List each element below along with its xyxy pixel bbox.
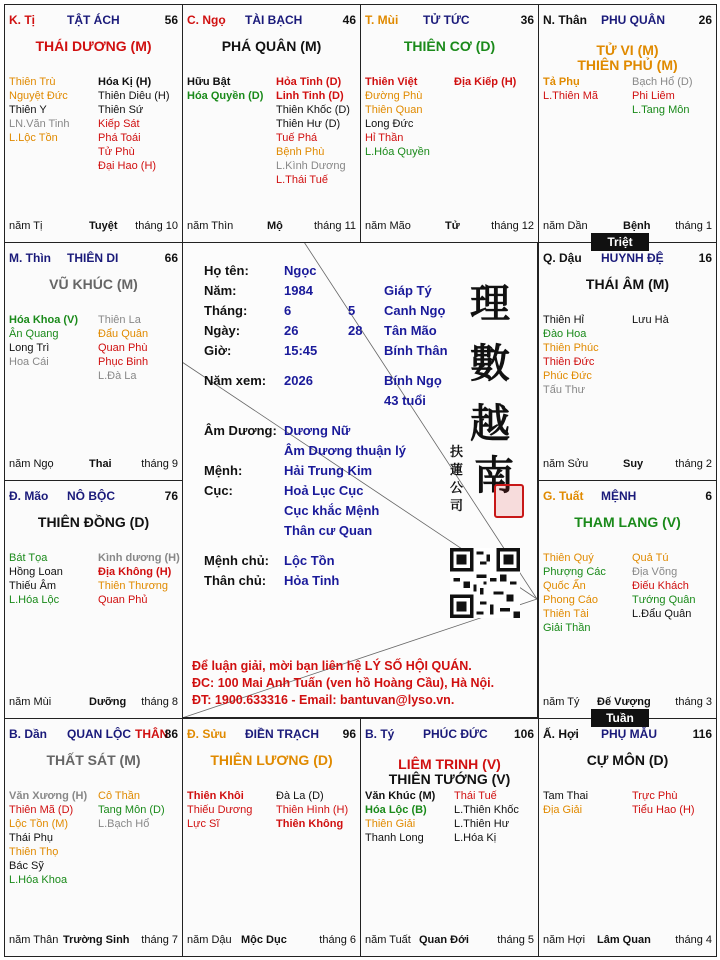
minor-star: Thiên Khốc (D): [276, 104, 350, 116]
minor-star: Thiên Khôi: [187, 790, 244, 802]
calligraphy-2: 數: [470, 340, 510, 387]
right-minor-stars: [632, 789, 695, 817]
minor-star: Thiên Hỉ: [543, 314, 584, 326]
minor-star: Long Trì: [9, 342, 50, 354]
minor-star: Hóa Lộc (B): [365, 804, 427, 816]
palace-number: 76: [164, 489, 178, 503]
minor-star: L.Hóa Kị: [454, 832, 497, 844]
day-row: Ngày: 26 28 Tân Mão: [204, 323, 437, 338]
main-star: VŨ KHÚC (M): [49, 276, 138, 292]
amduong-note: Âm Dương thuận lý: [284, 443, 406, 458]
minor-star: LN.Văn Tinh: [9, 118, 70, 130]
palace-header: [365, 727, 534, 743]
hour-row: Giờ: 15:45 Bính Thân: [204, 343, 448, 358]
palace-number: 56: [164, 13, 178, 27]
right-minor-stars: [276, 75, 350, 187]
main-stars: [5, 277, 182, 292]
menh-row: Mệnh: Hải Trung Kim: [204, 463, 373, 478]
palace-stage: Suy: [623, 458, 644, 470]
name-row: Họ tên: Ngọc: [204, 263, 317, 278]
palace-branch: T. Mùi: [365, 13, 399, 27]
minor-star: Đẩu Quân: [98, 328, 149, 340]
palace-header: [543, 727, 712, 743]
minor-star: Thiên Hư (D): [276, 118, 341, 130]
palace-number: 116: [692, 727, 712, 741]
palace-number: 26: [698, 13, 712, 27]
main-stars: [5, 515, 182, 530]
palace-header: [187, 13, 356, 29]
month-row: Tháng: 6 5 Canh Ngọ: [204, 303, 446, 318]
palace-name: PHÚC ĐỨC: [423, 727, 488, 741]
palace-tuat: [538, 480, 717, 719]
palace-name: HUYNH ĐỆ: [601, 251, 664, 265]
minor-star: Văn Xương (H): [9, 790, 88, 802]
minor-star: Đại Hao (H): [98, 160, 157, 172]
right-minor-stars: [98, 551, 180, 607]
minor-star: Thiên Y: [9, 104, 47, 116]
triet-marker: Triệt: [591, 233, 649, 251]
minor-star: L.Lộc Tồn: [9, 132, 58, 144]
minor-star: Thiên Phúc: [543, 342, 599, 354]
minor-star: Tấu Thư: [543, 384, 586, 396]
palace-year: năm Sửu: [543, 458, 589, 470]
palace-month: tháng 6: [319, 934, 356, 946]
right-minor-stars: [454, 789, 519, 845]
palace-number: 6: [705, 489, 712, 503]
main-star: TỬ VI (M): [596, 42, 659, 58]
palace-branch: Đ. Sửu: [187, 727, 227, 741]
palace-dau: [538, 242, 717, 481]
palace-number: 66: [164, 251, 178, 265]
minor-star: L.Thiên Hư: [454, 818, 510, 830]
palace-name: NÔ BỘC: [67, 489, 115, 503]
left-minor-stars: [543, 789, 588, 817]
palace-stage: Lâm Quan: [597, 934, 651, 946]
palace-ty: [360, 718, 539, 957]
palace-footer: [543, 458, 712, 472]
right-minor-stars: [454, 75, 516, 89]
minor-star: Đường Phù: [365, 90, 423, 102]
minor-star: L.Đẩu Quân: [632, 608, 692, 620]
palace-year: năm Mùi: [9, 696, 52, 708]
contact-line-3: ĐT: 1900.633316 - Email: bantuvan@lyso.vn.: [192, 693, 455, 707]
minor-star: Thiên Mã (D): [9, 804, 74, 816]
right-minor-stars: [98, 75, 170, 173]
minor-star: Thái Phụ: [9, 832, 54, 844]
left-minor-stars: [9, 551, 63, 607]
minor-star: Phong Cáo: [543, 594, 599, 606]
left-minor-stars: [9, 313, 78, 369]
palace-header: [543, 489, 712, 505]
palace-mui: [360, 4, 539, 243]
left-minor-stars: [543, 75, 598, 103]
main-star: THIÊN TƯỚNG (V): [388, 771, 511, 787]
minor-star: Quả Tú: [632, 552, 669, 564]
palace-dan: [4, 718, 183, 957]
minor-star: Hỏa Tinh (D): [276, 76, 342, 88]
minor-star: Thiên Sứ: [98, 104, 144, 116]
minor-star: Thiên Quý: [543, 552, 594, 564]
minor-star: L.Thái Tuế: [276, 174, 328, 186]
main-star: CỰ MÔN (D): [586, 752, 669, 768]
left-minor-stars: [365, 789, 435, 845]
palace-month: tháng 8: [141, 696, 178, 708]
cuc-note-1: Cục khắc Mệnh: [284, 503, 380, 518]
palace-header: [9, 489, 178, 505]
minor-star: Bác Sỹ: [9, 860, 44, 872]
minor-star: L.Đà La: [98, 370, 137, 382]
minor-star: Phúc Đức: [543, 370, 592, 382]
palace-stage: Dưỡng: [89, 696, 127, 708]
palace-header: [9, 251, 178, 267]
minor-star: L.Hóa Quyền: [365, 146, 430, 158]
palace-name: THIÊN DI: [67, 251, 119, 265]
main-star: THẤT SÁT (M): [46, 752, 141, 768]
minor-star: Tả Phụ: [543, 76, 580, 88]
minor-star: Cô Thần: [98, 790, 140, 802]
calligraphy-4: 南: [474, 452, 514, 499]
minor-star: Thiên Hình (H): [276, 804, 349, 816]
palace-footer: [543, 934, 712, 948]
age: 43 tuổi: [384, 393, 426, 408]
palace-number: 86: [164, 727, 178, 741]
palace-number: 46: [342, 13, 356, 27]
minor-star: L.Thiên Mã: [543, 90, 599, 102]
minor-star: Tam Thai: [543, 790, 589, 802]
palace-hoi: [538, 718, 717, 957]
palace-header: [187, 727, 356, 743]
palace-name: MỆNH: [601, 489, 637, 503]
palace-footer: [9, 696, 178, 710]
minor-star: Hồng Loan: [9, 566, 63, 578]
minor-star: Long Đức: [365, 118, 414, 130]
minor-star: Kiếp Sát: [98, 118, 140, 130]
minor-star: Hóa Khoa (V): [9, 314, 79, 326]
minor-star: Địa Kiếp (H): [454, 76, 517, 88]
main-stars: [539, 43, 716, 73]
main-stars: [361, 39, 538, 54]
minor-star: Linh Tinh (D): [276, 90, 344, 102]
qr-code: [450, 548, 520, 618]
amduong-row: Âm Dương: Dương Nữ: [204, 423, 351, 438]
palace-year: năm Thân: [9, 934, 59, 946]
palace-month: tháng 2: [675, 458, 712, 470]
palace-header: [9, 727, 178, 743]
than-marker: THÂN: [135, 727, 169, 741]
left-minor-stars: [9, 789, 87, 887]
palace-stage: Quan Đới: [419, 934, 469, 946]
minor-star: Lộc Tồn (M): [9, 818, 69, 830]
left-minor-stars: [187, 75, 263, 103]
palace-footer: [187, 934, 356, 948]
left-minor-stars: [543, 313, 599, 397]
palace-year: năm Tuất: [365, 934, 411, 946]
palace-branch: Q. Dậu: [543, 251, 582, 265]
minor-star: Quan Phù: [98, 342, 148, 354]
minor-star: Thanh Long: [365, 832, 424, 844]
palace-branch: B. Tý: [365, 727, 395, 741]
minor-star: L.Tang Môn: [632, 104, 690, 116]
menh-chu-row: Mệnh chủ: Lộc Tồn: [204, 553, 335, 568]
minor-star: Tiểu Hao (H): [632, 804, 695, 816]
palace-branch: Ấ. Hợi: [543, 727, 579, 741]
minor-star: Thiên Thương: [98, 580, 169, 592]
palace-name: QUAN LỘC: [67, 727, 131, 741]
red-seal-stamp: [494, 484, 524, 518]
palace-month: tháng 1: [675, 220, 712, 232]
palace-name: TỬ TỨC: [423, 13, 470, 27]
main-stars: [361, 757, 538, 787]
cuc-note-2: Thân cư Quan: [284, 523, 373, 538]
minor-star: Hữu Bật: [187, 76, 231, 88]
minor-star: Phá Toái: [98, 132, 141, 144]
minor-star: Phục Binh: [98, 356, 149, 368]
contact-line-1: Để luận giải, mời bạn liên hệ LÝ SỐ HỘI QUÁN.: [192, 659, 472, 673]
minor-star: Thiên Tài: [543, 608, 589, 620]
palace-footer: [9, 458, 178, 472]
main-stars: [5, 39, 182, 54]
palace-number: 96: [342, 727, 356, 741]
minor-star: Quan Phủ: [98, 594, 148, 606]
palace-month: tháng 7: [141, 934, 178, 946]
palace-month: tháng 3: [675, 696, 712, 708]
minor-star: Lực Sĩ: [187, 818, 220, 830]
minor-star: Kình dương (H): [98, 552, 180, 564]
main-star: THÁI DƯƠNG (M): [35, 38, 152, 54]
contact-line-2: ĐC: 100 Mai Anh Tuấn (ven hồ Hoàng Cầu), Hà Nội.: [192, 676, 495, 690]
minor-star: Nguyệt Đức: [9, 90, 68, 102]
palace-branch: M. Thìn: [9, 251, 51, 265]
minor-star: Bạch Hổ (D): [632, 76, 693, 88]
minor-star: Hóa Kị (H): [98, 76, 152, 88]
view-year-row: Năm xem: 2026 Bính Ngọ: [204, 373, 442, 388]
minor-star: Địa Võng: [632, 566, 678, 578]
palace-header: [9, 13, 178, 29]
minor-star: Ân Quang: [9, 328, 59, 340]
palace-branch: B. Dần: [9, 727, 48, 741]
tuan-marker: Tuần: [591, 709, 649, 727]
palace-year: năm Dậu: [187, 934, 232, 946]
palace-thin: [4, 242, 183, 481]
main-star: LIÊM TRINH (V): [398, 756, 501, 772]
palace-suu: [182, 718, 361, 957]
calligraphy-3: 越: [470, 400, 510, 447]
palace-footer: [9, 220, 178, 234]
palace-stage: Thai: [89, 458, 112, 470]
palace-ngo: [182, 4, 361, 243]
palace-name: PHỤ MẪU: [601, 727, 657, 741]
palace-ti: [4, 4, 183, 243]
palace-name: TẬT ÁCH: [67, 13, 120, 27]
palace-number: 106: [513, 727, 534, 741]
palace-year: năm Hợi: [543, 934, 586, 946]
palace-branch: N. Thân: [543, 13, 587, 27]
palace-mao: [4, 480, 183, 719]
palace-stage: Mộ: [267, 220, 283, 232]
minor-star: Thiên Quan: [365, 104, 423, 116]
palace-year: năm Ngọ: [9, 458, 54, 470]
right-minor-stars: [98, 313, 148, 383]
minor-star: Hoa Cái: [9, 356, 49, 368]
right-minor-stars: [632, 313, 669, 327]
palace-month: tháng 11: [313, 220, 356, 232]
palace-year: năm Tý: [543, 696, 580, 708]
minor-star: L.Hóa Khoa: [9, 874, 68, 886]
palace-footer: [543, 696, 712, 710]
main-star: THIÊN PHỦ (M): [577, 57, 678, 73]
palace-footer: [9, 934, 178, 948]
minor-star: Thiên Thọ: [9, 846, 59, 858]
left-minor-stars: [187, 789, 252, 831]
minor-star: Văn Khúc (M): [365, 790, 436, 802]
minor-star: Giải Thần: [543, 622, 591, 634]
palace-name: ĐIỀN TRẠCH: [245, 727, 319, 741]
minor-star: Tử Phù: [98, 146, 135, 158]
left-minor-stars: [543, 551, 606, 635]
minor-star: L.Hóa Lộc: [9, 594, 60, 606]
minor-star: Thiếu Âm: [9, 580, 57, 592]
palace-branch: G. Tuất: [543, 489, 584, 503]
minor-star: Thiên Đức: [543, 356, 595, 368]
palace-footer: [187, 220, 356, 234]
palace-month: tháng 12: [491, 220, 534, 232]
palace-header: [543, 13, 712, 29]
minor-star: Thiên La: [98, 314, 141, 326]
palace-month: tháng 10: [135, 220, 178, 232]
minor-star: Thiên Việt: [365, 76, 418, 88]
tu-vi-chart: [4, 4, 716, 956]
palace-year: năm Tị: [9, 220, 43, 232]
main-stars: [539, 515, 716, 530]
minor-star: Phi Liêm: [632, 90, 675, 102]
minor-star: Bệnh Phù: [276, 146, 325, 158]
minor-star: Đà La (D): [276, 790, 324, 802]
minor-star: Thiên Không: [276, 818, 344, 830]
palace-name: TÀI BẠCH: [245, 13, 303, 27]
minor-star: Tang Môn (D): [98, 804, 165, 816]
left-minor-stars: [9, 75, 70, 145]
minor-star: Địa Giải: [543, 804, 583, 816]
main-stars: [539, 277, 716, 292]
minor-star: Địa Không (H): [98, 566, 172, 578]
palace-footer: [543, 220, 712, 234]
palace-branch: Đ. Mão: [9, 489, 49, 503]
palace-header: [543, 251, 712, 267]
minor-star: Thiên Diêu (H): [98, 90, 170, 102]
minor-star: Điếu Khách: [632, 580, 689, 592]
minor-star: Hóa Quyền (D): [187, 90, 264, 102]
minor-star: L.Kình Dương: [276, 160, 346, 172]
main-star: THAM LANG (V): [574, 514, 681, 530]
minor-star: Phượng Các: [543, 566, 606, 578]
minor-star: Đào Hoa: [543, 328, 587, 340]
minor-star: L.Bạch Hổ: [98, 818, 150, 830]
main-star: PHÁ QUÂN (M): [221, 38, 322, 54]
main-star: THIÊN LƯƠNG (D): [210, 752, 333, 768]
right-minor-stars: [632, 551, 696, 621]
minor-star: Bát Tọa: [9, 552, 48, 564]
cuc-row: Cục: Hoả Lục Cục: [204, 483, 364, 498]
minor-star: Tuế Phá: [276, 132, 318, 144]
minor-star: Thiên Giải: [365, 818, 416, 830]
palace-year: năm Thìn: [187, 220, 234, 232]
minor-star: Thái Tuế: [454, 790, 497, 802]
palace-stage: Tuyệt: [89, 220, 118, 232]
minor-star: Lưu Hà: [632, 314, 669, 326]
palace-stage: Tử: [445, 220, 460, 232]
minor-star: Trực Phù: [632, 790, 678, 802]
palace-than: [538, 4, 717, 243]
palace-year: năm Dần: [543, 220, 588, 232]
right-minor-stars: [98, 789, 165, 831]
year-row: Năm: 1984 Giáp Tý: [204, 283, 432, 298]
minor-star: Quốc Ấn: [543, 580, 586, 592]
minor-star: Thiếu Dương: [187, 804, 253, 816]
calligraphy-1: 理: [470, 280, 510, 327]
palace-stage: Bệnh: [623, 220, 651, 232]
main-stars: [183, 39, 360, 54]
main-stars: [5, 753, 182, 768]
left-minor-stars: [365, 75, 430, 159]
palace-footer: [365, 220, 534, 234]
palace-month: tháng 4: [675, 934, 712, 946]
palace-footer: [365, 934, 534, 948]
palace-month: tháng 5: [497, 934, 534, 946]
main-stars: [183, 753, 360, 768]
minor-star: Thiên Trù: [9, 76, 56, 88]
palace-branch: K. Tị: [9, 13, 35, 27]
palace-month: tháng 9: [141, 458, 178, 470]
main-star: THIÊN ĐỒNG (D): [37, 514, 150, 530]
palace-year: năm Mão: [365, 220, 411, 232]
right-minor-stars: [632, 75, 693, 117]
palace-number: 36: [520, 13, 534, 27]
minor-star: Hỉ Thần: [365, 132, 404, 144]
than-chu-row: Thân chủ: Hỏa Tinh: [204, 573, 340, 588]
right-minor-stars: [276, 789, 348, 831]
minor-star: Tướng Quân: [632, 594, 696, 606]
minor-star: L.Thiên Khốc: [454, 804, 519, 816]
main-star: THIÊN CƠ (D): [403, 38, 496, 54]
palace-stage: Trường Sinh: [63, 934, 130, 946]
main-star: THÁI ÂM (M): [585, 276, 670, 292]
palace-name: PHU QUÂN: [601, 13, 666, 27]
main-stars: [539, 753, 716, 768]
calligraphy-small: 扶 蓮 公 司: [450, 445, 464, 514]
palace-branch: C. Ngọ: [187, 13, 226, 27]
palace-stage: Đế Vượng: [597, 696, 651, 708]
palace-stage: Mộc Dục: [241, 934, 287, 946]
palace-number: 16: [698, 251, 712, 265]
palace-header: [365, 13, 534, 29]
